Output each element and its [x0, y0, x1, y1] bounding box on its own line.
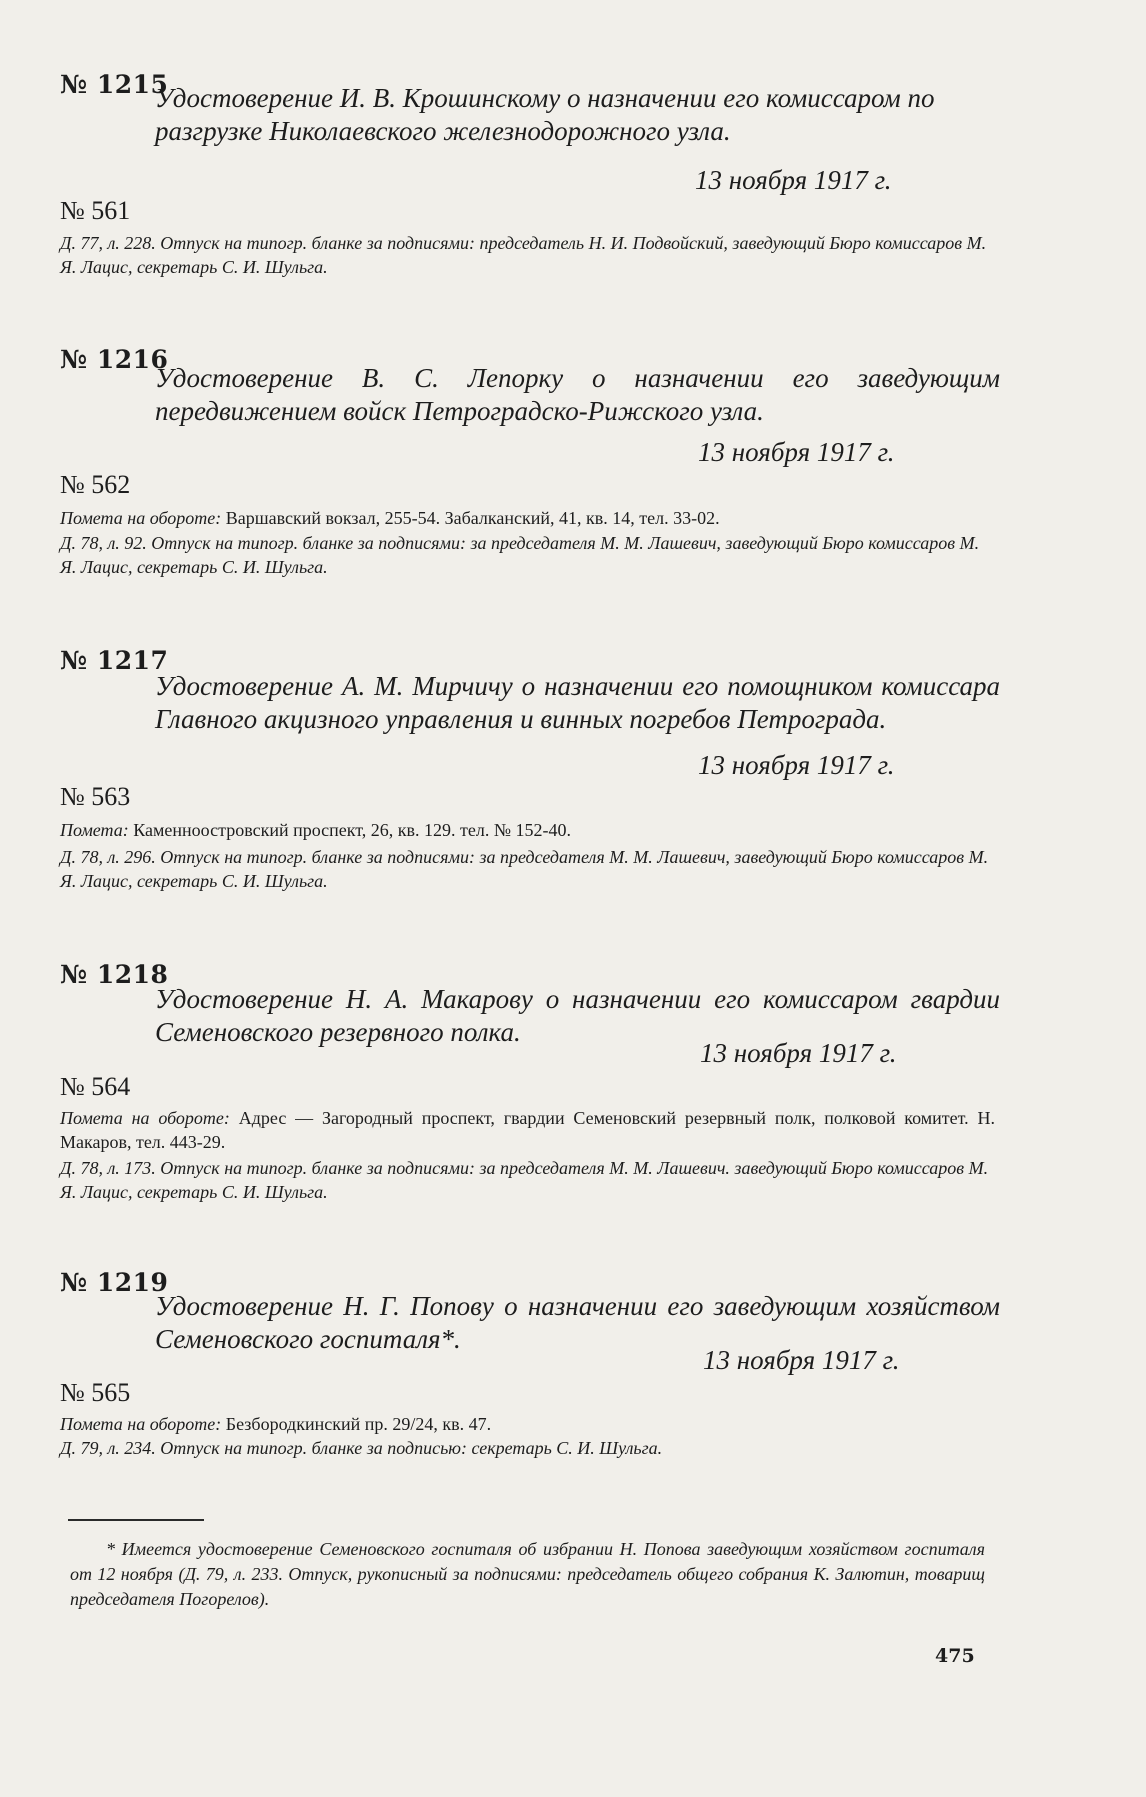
note-text: Безбородкинский пр. 29/24, кв. 47.: [225, 1414, 492, 1434]
document-date: 13 ноября 1917 г.: [698, 750, 895, 780]
page-number: 475: [935, 1645, 975, 1667]
reverse-note: [60, 1106, 995, 1154]
note-text: Адрес — Загородный проспект, гвардии Семеновский резервный полк, полковой комитет. Н. Макаров, тел. 443-29.: [60, 1108, 995, 1152]
note-text: Варшавский вокзал, 255-54. Забалканский, 41, кв. 14, тел. 33-02.: [225, 508, 720, 528]
archive-number: № 564: [60, 1072, 131, 1101]
footnote-separator: [68, 1519, 204, 1521]
archive-note: Д. 78, л. 296. Отпуск на типогр. бланке за подписями: за председателя М. М. Лашевич, заведующий Бюро комиссаров М. Я. Лацис, секретарь С. И. Шульга.: [60, 847, 989, 891]
document-number: № 1215: [60, 70, 169, 99]
note-label: Помета на обороте:: [60, 1108, 230, 1128]
document-date: 13 ноября 1917 г.: [695, 165, 892, 195]
document-date: 13 ноября 1917 г.: [700, 1038, 897, 1068]
document-date: 13 ноября 1917 г.: [698, 437, 895, 467]
archive-note: Д. 79, л. 234. Отпуск на типогр. бланке за подписью: секретарь С. И. Шульга.: [60, 1438, 663, 1458]
footnote: * Имеется удостоверение Семеновского госпиталя об избрании Н. Попова заведующим хозяйством госпиталя от 12 ноября (Д. 79, л. 233. Отпуск, рукописный за подписями: председатель общего собрания К. Залютин, товарищ председателя Погорелов).: [70, 1539, 985, 1609]
document-title: Удостоверение Н. А. Макарову о назначении его комиссаром гвардии Семеновского резервного полка.: [155, 984, 1000, 1047]
note-label: Помета:: [60, 820, 129, 840]
document-title: Удостоверение В. С. Лепорку о назначении его заведующим передвижением войск Петроградско-Рижского узла.: [155, 363, 1000, 426]
archive-note: Д. 78, л. 92. Отпуск на типогр. бланке за подписями: за председателя М. М. Лашевич, заведующий Бюро комиссаров М. Я. Лацис, секретарь С. И. Шульга.: [60, 533, 980, 577]
note-text: Каменноостровский проспект, 26, кв. 129. тел. № 152-40.: [133, 820, 572, 840]
document-title: Удостоверение И. В. Крошинскому о назначении его комиссаром по разгрузке Николаевского железнодорожного узла.: [155, 83, 935, 146]
archive-number: № 562: [60, 470, 131, 499]
note-label: Помета на обороте:: [60, 1414, 222, 1434]
archive-number: № 565: [60, 1378, 131, 1407]
document-number: № 1217: [60, 646, 169, 675]
document-title: Удостоверение Н. Г. Попову о назначении его заведующим хозяйством Семеновского госпиталя*.: [155, 1291, 1000, 1354]
archive-number: № 563: [60, 782, 131, 811]
archive-number: № 561: [60, 196, 131, 225]
archive-note: Д. 77, л. 228. Отпуск на типогр. бланке за подписями: председатель Н. И. Подвойский, заведующий Бюро комиссаров М. Я. Лацис, секретарь С. И. Шульга.: [60, 233, 987, 277]
document-number: № 1219: [60, 1268, 169, 1297]
document-date: 13 ноября 1917 г.: [703, 1345, 900, 1375]
note-label: Помета на обороте:: [60, 508, 222, 528]
document-number: № 1216: [60, 345, 169, 374]
document-title: Удостоверение А. М. Мирчичу о назначении его помощником комиссара Главного акцизного управления и винных погребов Петрограда.: [155, 671, 1000, 734]
reverse-note: [60, 1412, 995, 1436]
archive-note: Д. 78, л. 173. Отпуск на типогр. бланке за подписями: за председателя М. М. Лашевич. заведующий Бюро комиссаров М. Я. Лацис, секретарь С. И. Шульга.: [60, 1158, 989, 1202]
reverse-note: [60, 818, 995, 842]
reverse-note: [60, 506, 995, 530]
document-number: № 1218: [60, 960, 169, 989]
